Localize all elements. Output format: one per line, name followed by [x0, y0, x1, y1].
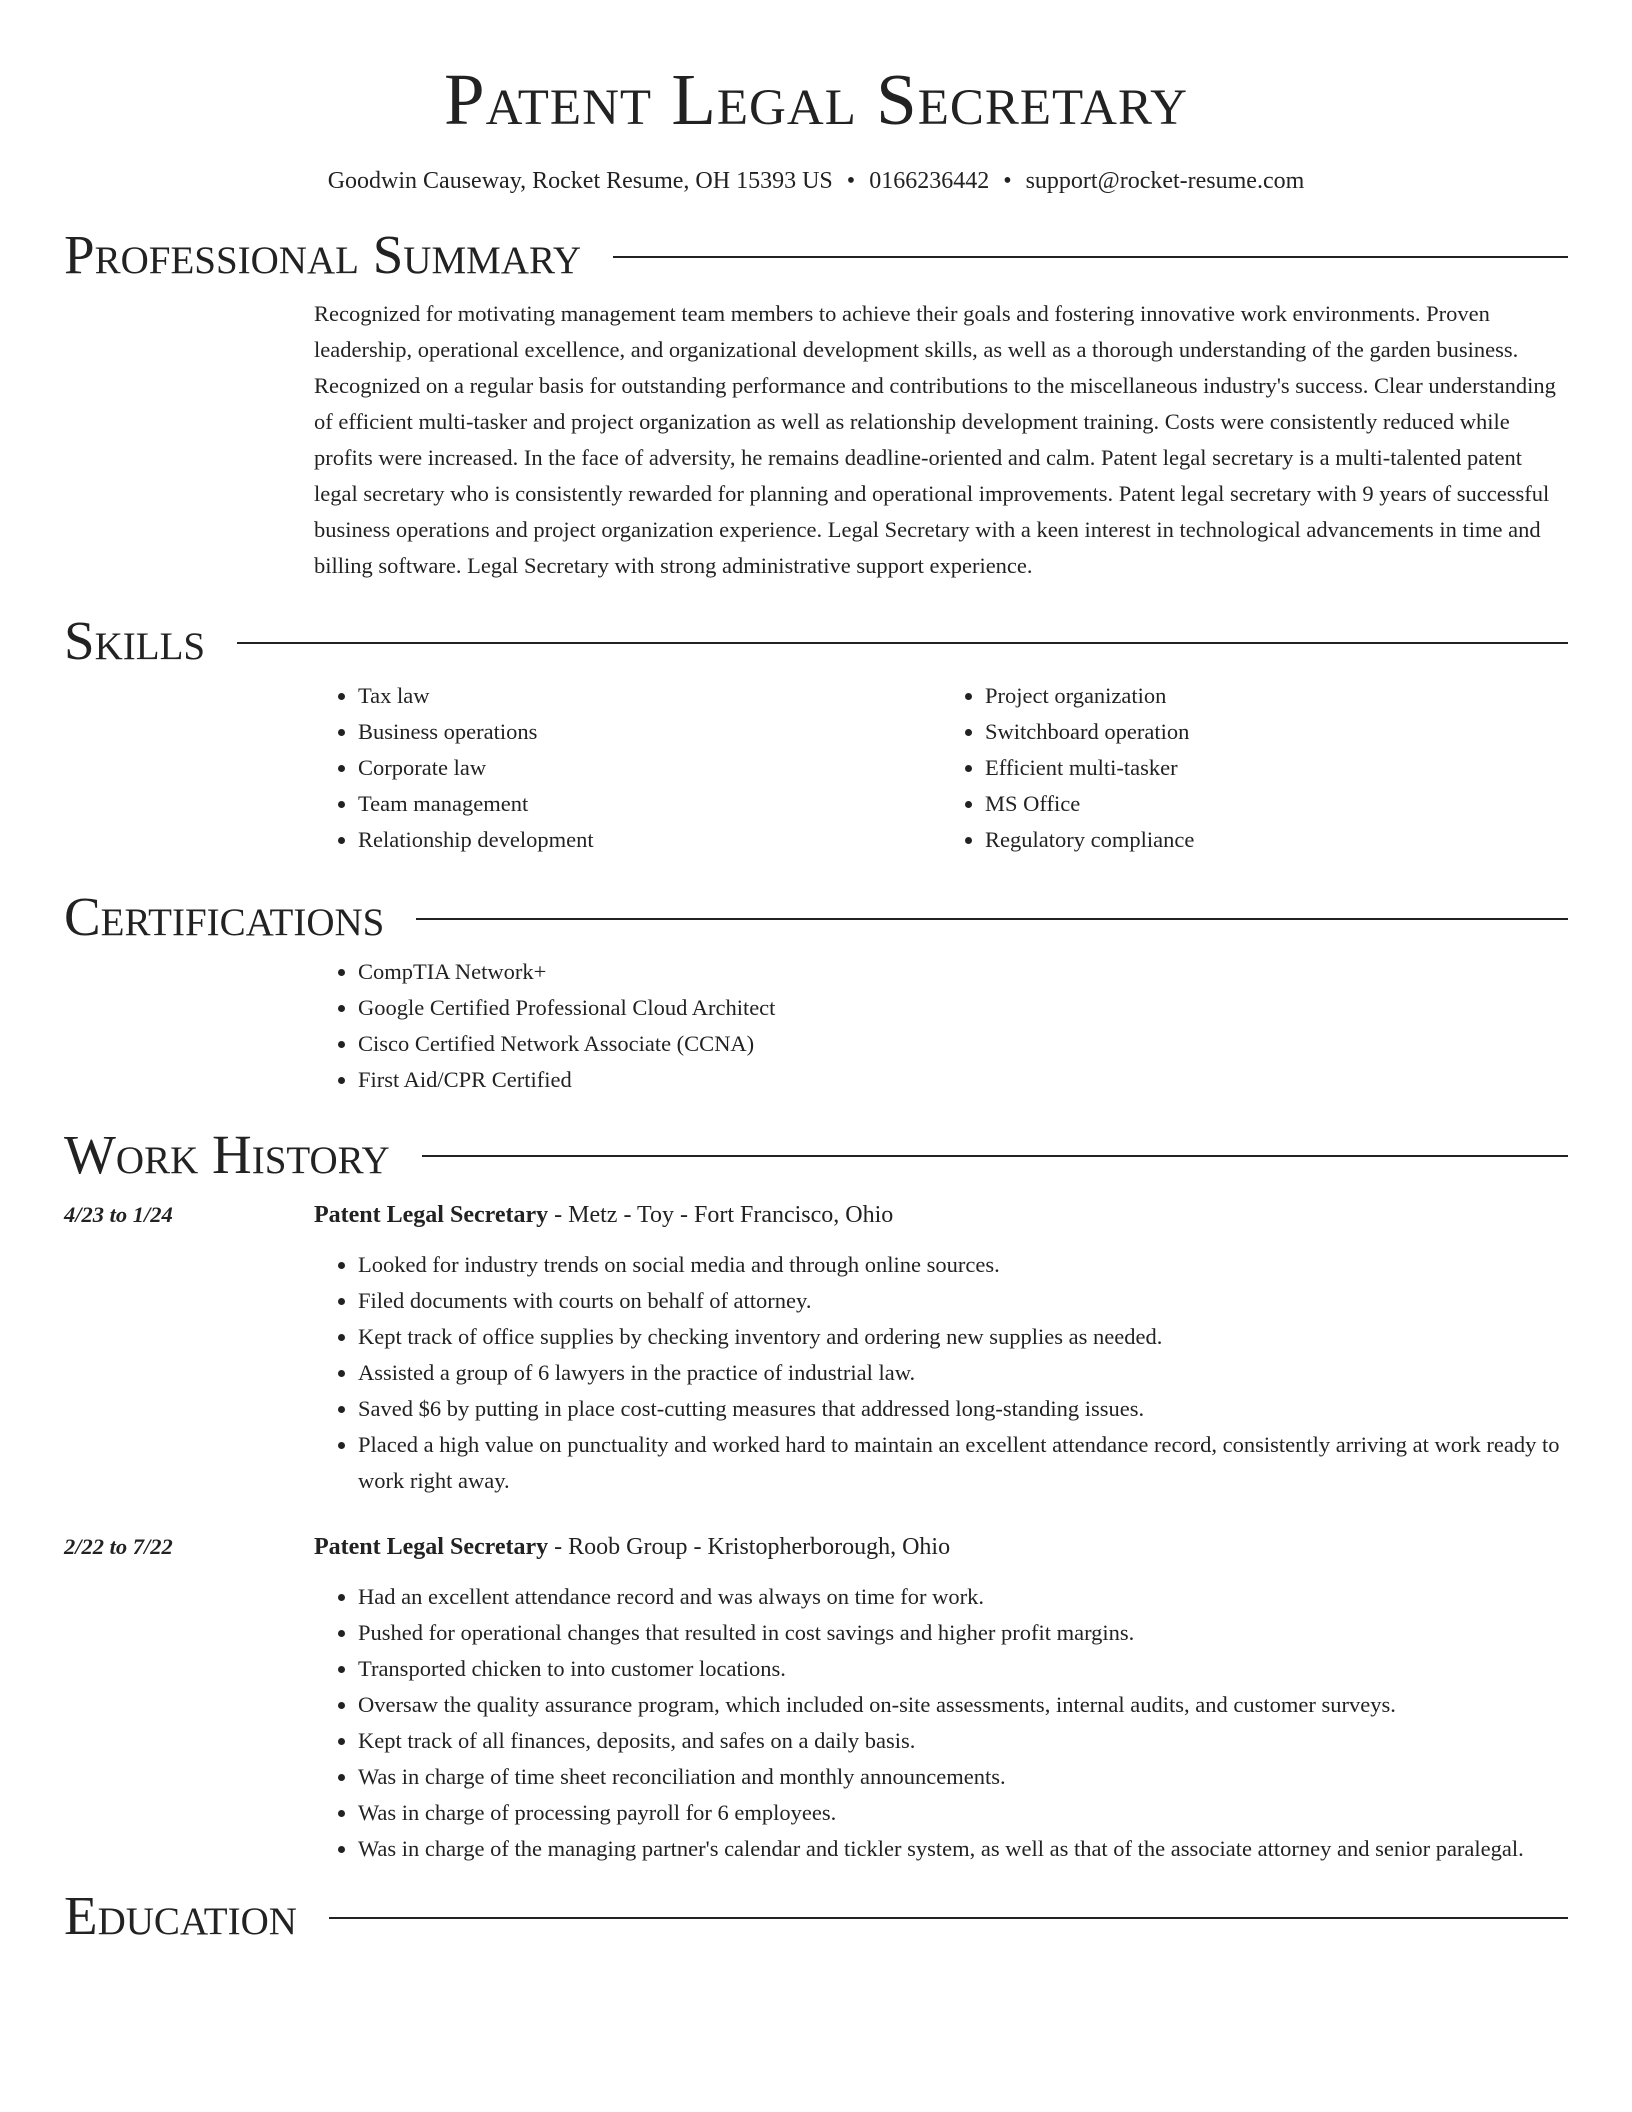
section-work-header: [64, 1123, 1568, 1185]
job-dates: 4/23 to 1/24: [64, 1202, 173, 1228]
section-education-title: Education: [64, 1885, 297, 1947]
job-body: [314, 1197, 1568, 1499]
job-bullet: • Looked for industry trends on social media and through online sources.: [358, 1247, 1568, 1283]
certification-item: • Google Certified Professional Cloud Architect: [358, 990, 1568, 1026]
contact-address: Goodwin Causeway, Rocket Resume, OH 15393 US: [327, 168, 833, 195]
contact-separator: •: [846, 168, 856, 195]
job-bullet: • Filed documents with courts on behalf of attorney.: [358, 1283, 1568, 1319]
job-body: [314, 1529, 1568, 1867]
job-title-line: [314, 1197, 1568, 1233]
skill-item: • Regulatory compliance: [985, 822, 1568, 858]
resume-name: Patent Legal Secretary: [444, 59, 1188, 140]
skill-item: • Tax law: [358, 678, 941, 714]
skills-list-right: [941, 678, 1568, 858]
skill-item: • Business operations: [358, 714, 941, 750]
certifications-content: [314, 954, 1568, 1098]
skill-item: • Corporate law: [358, 750, 941, 786]
job-details: - Roob Group - Kristopherborough, Ohio: [548, 1534, 951, 1561]
section-skills-title: Skills: [64, 610, 206, 672]
section-divider: [329, 1917, 1568, 1919]
job-bullet: • Had an excellent attendance record and was always on time for work.: [358, 1579, 1568, 1615]
section-divider: [613, 256, 1568, 258]
job-bullet: • Oversaw the quality assurance program, which included on-site assessments, internal audits, and customer surveys.: [358, 1687, 1568, 1723]
contact-phone: 0166236442: [869, 168, 990, 195]
job-entry: [64, 1529, 1568, 1867]
skill-item: • Switchboard operation: [985, 714, 1568, 750]
job-dates: 2/22 to 7/22: [64, 1534, 173, 1560]
section-summary-title: Professional Summary: [64, 224, 582, 286]
summary-text: Recognized for motivating management team members to achieve their goals and fostering innovative work environments. Proven leadership, operational excellence, and organizational development skills, as well as a thorough understanding of the garden business. Recognized on a regular basis for outstanding performance and contributions to the miscellaneous industry's success. Clear understanding of efficient multi-tasker and project organization as well as relationship development training. Costs were consistently reduced while profits were increased. In the face of adversity, he remains deadline-oriented and calm. Patent legal secretary is a multi-talented patent legal secretary who is consistently rewarded for planning and operational improvements. Patent legal secretary with 9 years of successful business operations and project organization experience. Legal Secretary with a keen interest in technological advancements in time and billing software. Legal Secretary with strong administrative support experience.: [314, 301, 1556, 579]
job-bullet: • Kept track of all finances, deposits, and safes on a daily basis.: [358, 1723, 1568, 1759]
section-divider: [237, 642, 1568, 644]
job-role: Patent Legal Secretary: [314, 1202, 549, 1229]
skills-list-left: [314, 678, 941, 858]
job-details: - Metz - Toy - Fort Francisco, Ohio: [548, 1202, 894, 1229]
skills-content: [314, 678, 1568, 858]
job-role: Patent Legal Secretary: [314, 1534, 549, 1561]
certification-item: • Cisco Certified Network Associate (CCNA): [358, 1026, 1568, 1062]
job-bullet: • Was in charge of processing payroll for 6 employees.: [358, 1795, 1568, 1831]
contact-line: [64, 166, 1568, 196]
job-bullet: • Was in charge of time sheet reconciliation and monthly announcements.: [358, 1759, 1568, 1795]
job-bullet: • Was in charge of the managing partner's calendar and tickler system, as well as that of the associate attorney and senior paralegal.: [358, 1831, 1568, 1867]
section-work-title: Work History: [64, 1123, 390, 1185]
skill-item: • MS Office: [985, 786, 1568, 822]
skill-item: • Relationship development: [358, 822, 941, 858]
job-bullet: • Assisted a group of 6 lawyers in the practice of industrial law.: [358, 1355, 1568, 1391]
job-bullet: • Saved $6 by putting in place cost-cutting measures that addressed long-standing issues.: [358, 1391, 1568, 1427]
section-certifications-title: Certifications: [64, 885, 385, 947]
contact-separator: •: [1003, 168, 1012, 195]
certification-item: • CompTIA Network+: [358, 954, 1568, 990]
job-bullets: [314, 1579, 1568, 1867]
section-divider: [422, 1155, 1568, 1157]
section-education-header: [64, 1887, 1568, 1945]
job-bullet: • Pushed for operational changes that resulted in cost savings and higher profit margins.: [358, 1615, 1568, 1651]
skill-item: • Efficient multi-tasker: [985, 750, 1568, 786]
summary-content: [314, 296, 1568, 584]
section-summary-header: [64, 226, 1568, 284]
certification-item: • First Aid/CPR Certified: [358, 1062, 1568, 1098]
section-certifications-header: [64, 885, 1568, 947]
skills-grid: [314, 678, 1568, 858]
contact-email: support@rocket-resume.com: [1025, 168, 1305, 195]
job-bullets: [314, 1247, 1568, 1499]
section-skills-header: [64, 612, 1568, 670]
certifications-list: [314, 954, 1568, 1098]
job-title-line: [314, 1529, 1568, 1565]
job-bullet: • Kept track of office supplies by checking inventory and ordering new supplies as needed.: [358, 1319, 1568, 1355]
job-bullet: • Transported chicken to into customer locations.: [358, 1651, 1568, 1687]
section-divider: [416, 918, 1568, 920]
skill-item: • Team management: [358, 786, 941, 822]
job-entry: [64, 1197, 1568, 1499]
job-bullet: • Placed a high value on punctuality and worked hard to maintain an excellent attendance record, consistently arriving at work ready to work right away.: [358, 1427, 1568, 1499]
skill-item: • Project organization: [985, 678, 1568, 714]
